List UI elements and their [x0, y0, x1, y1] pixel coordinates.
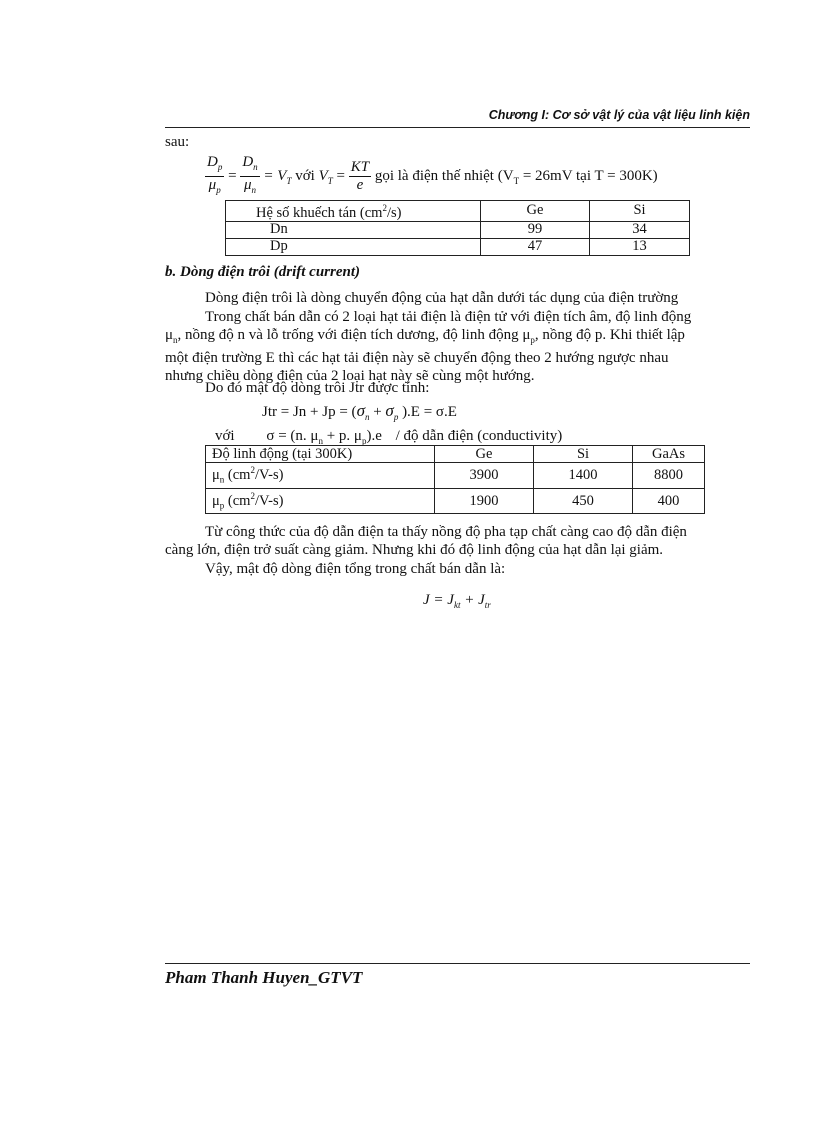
table-cell: 400 — [633, 488, 705, 514]
footer-rule — [165, 963, 750, 964]
total-current-formula: $J = J_{kt} + J_{tr}$ — [423, 592, 491, 610]
table-cell: $\mu_p$ $(cm^2/V-s)$ — [206, 488, 435, 514]
table-row — [226, 221, 690, 238]
table-header-cell: Ge — [481, 201, 590, 222]
drift-current-formula: Jtr = $Jn + Jp = (\sigma_n + \sigma_p$ ).E = σ.E — [262, 401, 457, 422]
table-header-cell: Hệ số khuếch tán $(cm^2/s)$ — [226, 201, 481, 222]
diffusion-coefficient-table — [225, 200, 690, 256]
thermal-voltage-formula: $\frac{D_p}{\mu_p}$ = $\frac{D_n}{\mu_n}$ = $V_T$ với $V_T$ = $\frac{KT}{e}$ gọi là điện thế nhiệt ($V_T = 26mV$ tại T = 300K) — [205, 154, 658, 199]
section-b-title: b. Dòng điện trôi (drift current) — [165, 264, 361, 280]
table-cell: 47 — [481, 238, 590, 255]
table-cell: 3900 — [435, 463, 534, 489]
dp-over-mup: $\frac{D_p}{\mu_p}$ — [207, 154, 223, 195]
footer-author: Pham Thanh Huyen_GTVT — [165, 968, 363, 987]
para4: Từ công thức của độ dẫn điện ta thấy nồng độ pha tạp chất càng cao độ dẫn điện càng lớn, điện trở suất càng giảm. Nhưng khi đó độ linh động của hạt dẫn lại giảm. — [165, 524, 687, 558]
table-header-row — [226, 201, 690, 222]
table-cell: 1400 — [534, 463, 633, 489]
table-cell: 8800 — [633, 463, 705, 489]
table-cell: Dp — [226, 238, 481, 255]
table-cell: 1900 — [435, 488, 534, 514]
table-cell: Dn — [226, 221, 481, 238]
table-header-cell: Độ linh động (tại 300K) — [206, 446, 435, 463]
table-cell: 99 — [481, 221, 590, 238]
mobility-table — [205, 445, 705, 514]
table-header-cell: Si — [534, 446, 633, 463]
table-cell: $\mu_n$ $(cm^2/V-s)$ — [206, 463, 435, 489]
table-header-cell: Ge — [435, 446, 534, 463]
kt-over-e: $\frac{KT}{e}$ — [350, 159, 370, 193]
header-rule — [165, 127, 750, 128]
para3: Do đó mật độ dòng trôi Jtr được tính: — [205, 380, 430, 396]
table-header-row — [206, 446, 705, 463]
table-row — [206, 463, 705, 489]
para2: Trong chất bán dẫn có 2 loại hạt tải điện là điện tử với điện tích âm, độ linh động $\mu_n$, nồng độ n và lỗ trống với điện tích dương, độ linh động $\mu_p$, nồng độ p. Khi thiết lập một điện trường E thì các hạt tải điện này sẽ chuyển động theo 2 hướng ngược nhau nhưng chiều dòng điện của 2 loại hạt này sẽ cùng một hướng. — [165, 309, 692, 384]
table-header-cell: GaAs — [633, 446, 705, 463]
table-cell: 13 — [590, 238, 690, 255]
table-cell: 450 — [534, 488, 633, 514]
dn-over-mun: $\frac{D_n}{\mu_n}$ — [242, 154, 258, 195]
table-header-cell: Si — [590, 201, 690, 222]
intro-word: sau: — [165, 134, 190, 150]
table-row — [226, 238, 690, 255]
conductivity-formula: với σ = (n. $\mu_n + p$. $\mu_p).e$ / độ dẫn điện (conductivity) — [215, 428, 563, 446]
chapter-header: Chương I: Cơ sở vật lý của vật liệu linh kiện — [488, 108, 750, 122]
para1: Dòng điện trôi là dòng chuyển động của hạt dẫn dưới tác dụng của điện trường — [205, 290, 679, 306]
table-cell: 34 — [590, 221, 690, 238]
para5: Vậy, mật độ dòng điện tổng trong chất bán dẫn là: — [205, 561, 506, 577]
table-row — [206, 488, 705, 514]
